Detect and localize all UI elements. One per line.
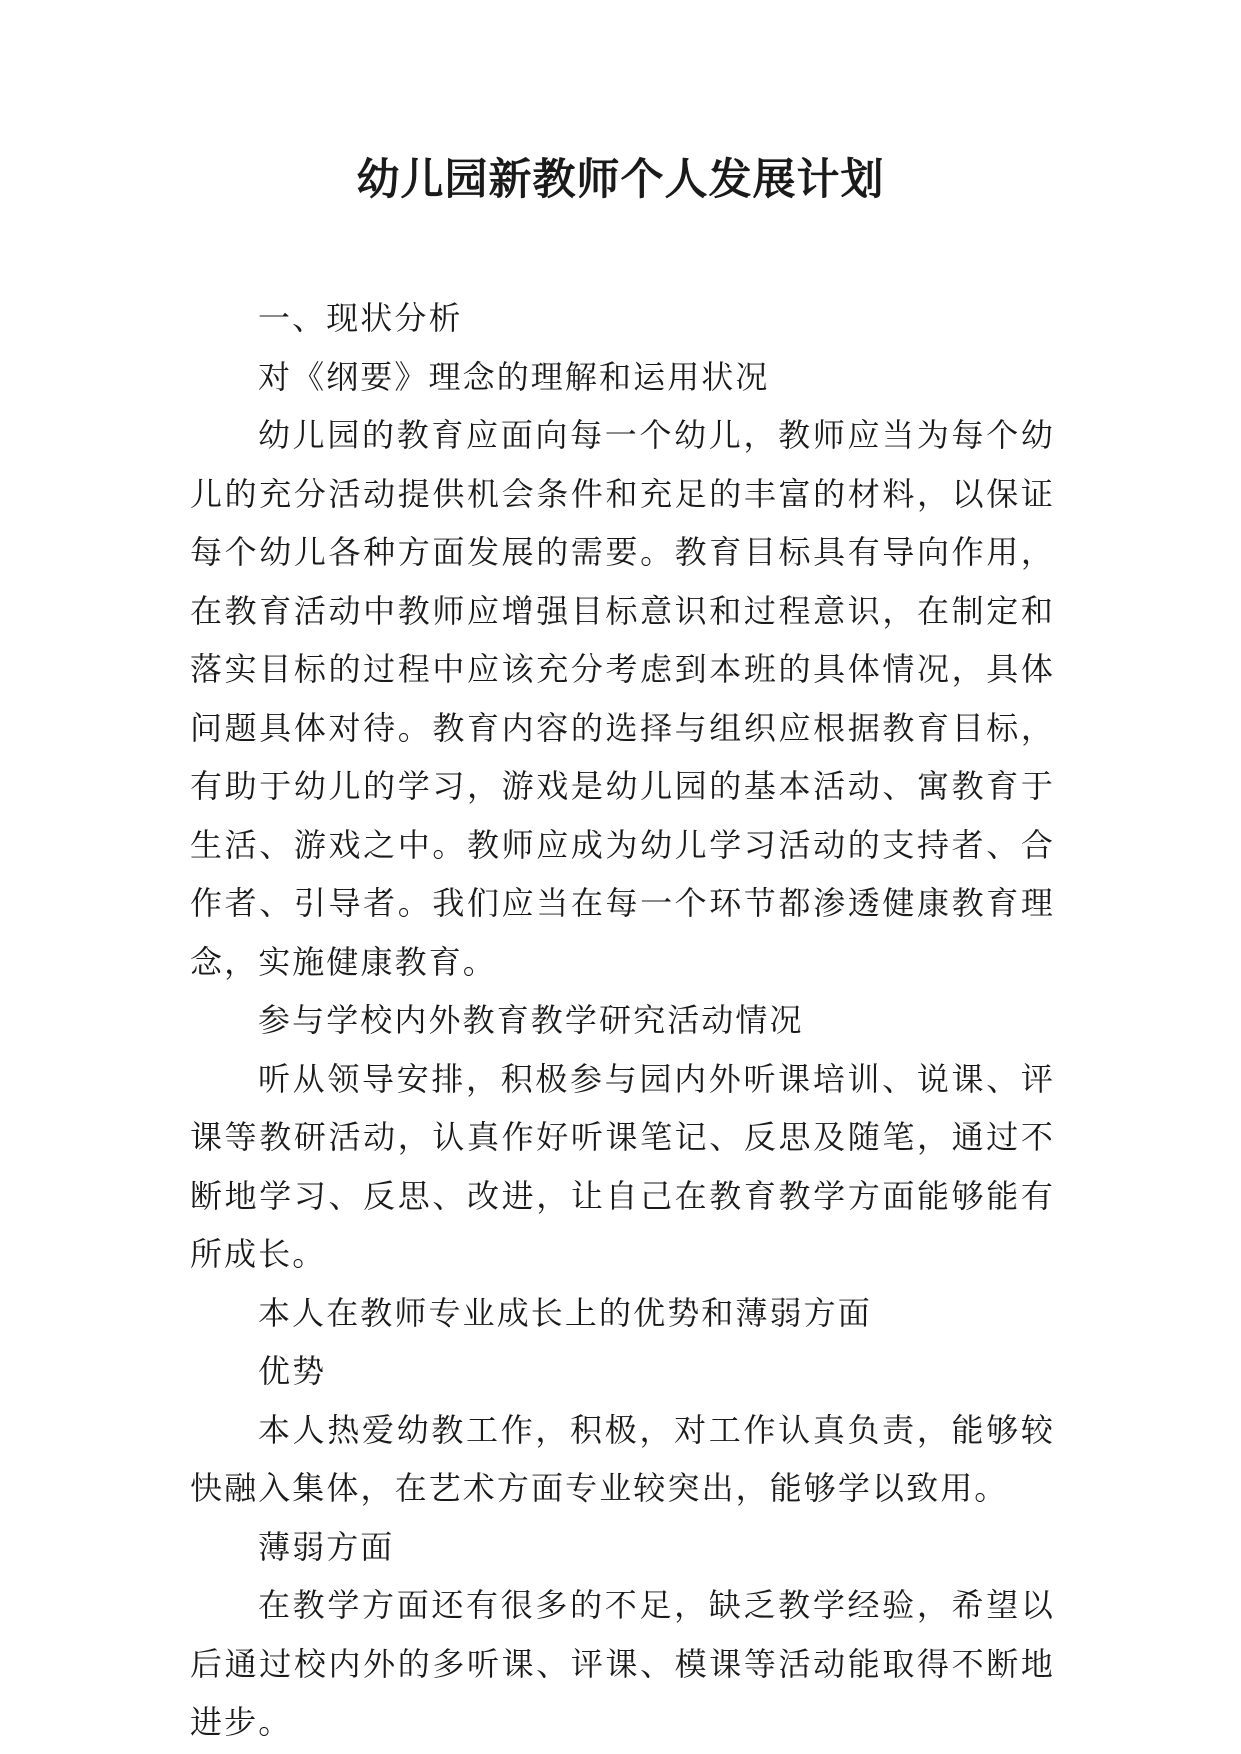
section-heading-status-analysis: 一、现状分析 [258,299,463,337]
paragraph-outline-understanding: 幼儿园的教育应面向每一个幼儿，教师应当为每个幼儿的充分活动提供机会条件和充足的丰富的材料，以保证每个幼儿各种方面发展的需要。教育目标具有导向作用，在教育活动中教师应增强目标意识和过程意识，在制定和落实目标的过程中应该充分考虑到本班的具体情况，具体问题具体对待。教育内容的选择与组织应根据教育目标，有助于幼儿的学习，游戏是幼儿园的基本活动、寓教育于生活、游戏之中。教师应成为幼儿学习活动的支持者、合作者、引导者。我们应当在每一个环节都渗透健康教育理念，实施健康教育。 [190,416,1055,981]
subheading-strengths: 优势 [258,1352,327,1390]
document-title: 幼儿园新教师个人发展计划 [356,155,885,205]
document-body [190,289,1055,1752]
subheading-outline-understanding: 对《纲要》理念的理解和运用状况 [258,357,770,396]
subheading-strengths-weaknesses: 本人在教师专业成长上的优势和薄弱方面 [258,1293,872,1332]
paragraph-strengths: 本人热爱幼教工作，积极，对工作认真负责，能够较快融入集体，在艺术方面专业较突出，能够学以致用。 [190,1410,1055,1507]
subheading-research-activities: 参与学校内外教育教学研究活动情况 [258,1001,804,1039]
subheading-weaknesses: 薄弱方面 [258,1527,395,1566]
paragraph-weaknesses: 在教学方面还有很多的不足，缺乏教学经验，希望以后通过校内外的多听课、评课、模课等活动能取得不断地进步。 [190,1586,1055,1741]
paragraph-research-activities: 听从领导安排，积极参与园内外听课培训、说课、评课等教研活动，认真作好听课笔记、反思及随笔，通过不断地学习、反思、改进，让自己在教育教学方面能够能有所成长。 [190,1059,1055,1273]
